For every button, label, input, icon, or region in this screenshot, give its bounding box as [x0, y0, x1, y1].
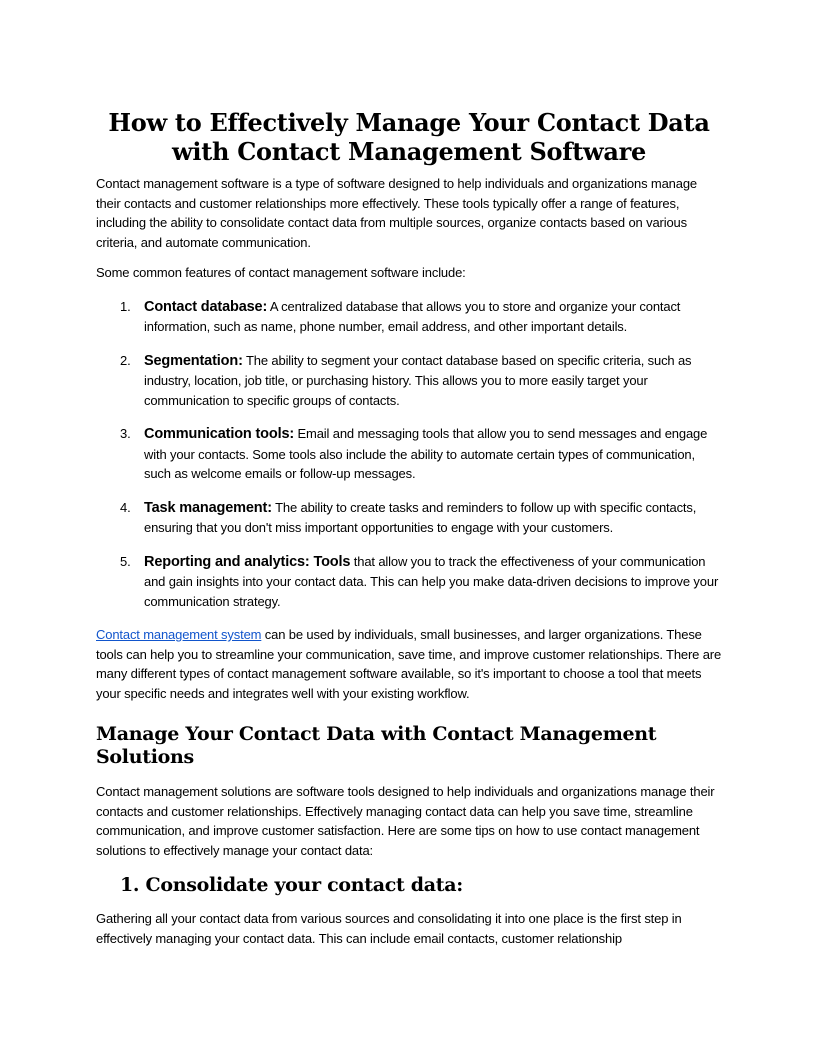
- feature-number: 2.: [120, 352, 131, 368]
- feature-item-contact-database: [120, 297, 722, 337]
- subsection-heading: 1. Consolidate your contact data:: [120, 874, 463, 896]
- feature-number: 4.: [120, 499, 131, 515]
- feature-term: Task management:: [144, 499, 272, 516]
- document-content: [96, 108, 722, 959]
- subsection-paragraph: Gathering all your contact data from various sources and consolidating it into one place is the first step in effectively managing your contact data. This can include email contacts, customer relationship: [96, 911, 682, 946]
- section-heading: Manage Your Contact Data with Contact Management Solutions: [96, 723, 657, 768]
- feature-item-task-management: [120, 498, 722, 538]
- system-paragraph-text: can be used by individuals, small businesses, and larger organizations. These tools can help you to streamline your communication, save time, and improve customer relationships. There are many different types of contact management software available, so it's important to choose a tool that meets your specific needs and integrates well with your existing workflow.: [96, 627, 722, 701]
- features-list: [96, 297, 722, 612]
- section-paragraph: Contact management solutions are software tools designed to help individuals and organizations manage their contacts and customer relationships. Effectively managing contact data can help you save time, streamline communication, and improve customer satisfaction. Here are some tips on how to use contact management solutions to effectively manage your contact data:: [96, 784, 715, 858]
- features-intro: Some common features of contact management software include:: [96, 265, 466, 280]
- system-paragraph: [96, 625, 722, 703]
- feature-term: Segmentation:: [144, 352, 243, 369]
- feature-description: Email and messaging tools that allow you to send messages and engage with your contacts. Some tools also include the ability to automate certain types of communication, such as welcome emails or follow-up messages.: [144, 426, 708, 481]
- feature-description: that allow you to track the effectiveness of your communication and gain insights into your contact data. This can help you make data-driven decisions to improve your communication strategy.: [144, 553, 719, 609]
- feature-item-segmentation: [120, 351, 722, 411]
- contact-management-system-link[interactable]: Contact management system: [96, 627, 262, 642]
- feature-description: The ability to segment your contact database based on specific criteria, such as industry, location, job title, or purchasing history. This allows you to more easily target your communication to specific groups of contacts.: [144, 352, 692, 408]
- feature-number: 5.: [120, 553, 131, 569]
- feature-item-communication-tools: [120, 424, 722, 484]
- feature-number: 1.: [120, 298, 131, 314]
- feature-term: Reporting and analytics: Tools: [144, 553, 351, 570]
- feature-term: Contact database:: [144, 298, 268, 315]
- intro-paragraph: Contact management software is a type of software designed to help individuals and organizations manage their contacts and customer relationships more effectively. These tools typically offer a range of features, including the ability to consolidate contact data from multiple sources, organize contacts based on various criteria, and automate communication.: [96, 176, 697, 250]
- feature-description: The ability to create tasks and reminders to follow up with specific contacts, ensuring that you don't miss important opportunities to engage with your customers.: [144, 499, 697, 535]
- feature-term: Communication tools:: [144, 426, 295, 442]
- feature-number: 3.: [120, 426, 131, 441]
- feature-item-reporting-analytics: [120, 552, 722, 612]
- document-title: How to Effectively Manage Your Contact Data with Contact Management Software: [108, 108, 710, 166]
- feature-description: A centralized database that allows you to store and organize your contact information, such as name, phone number, email address, and other important details.: [144, 298, 681, 334]
